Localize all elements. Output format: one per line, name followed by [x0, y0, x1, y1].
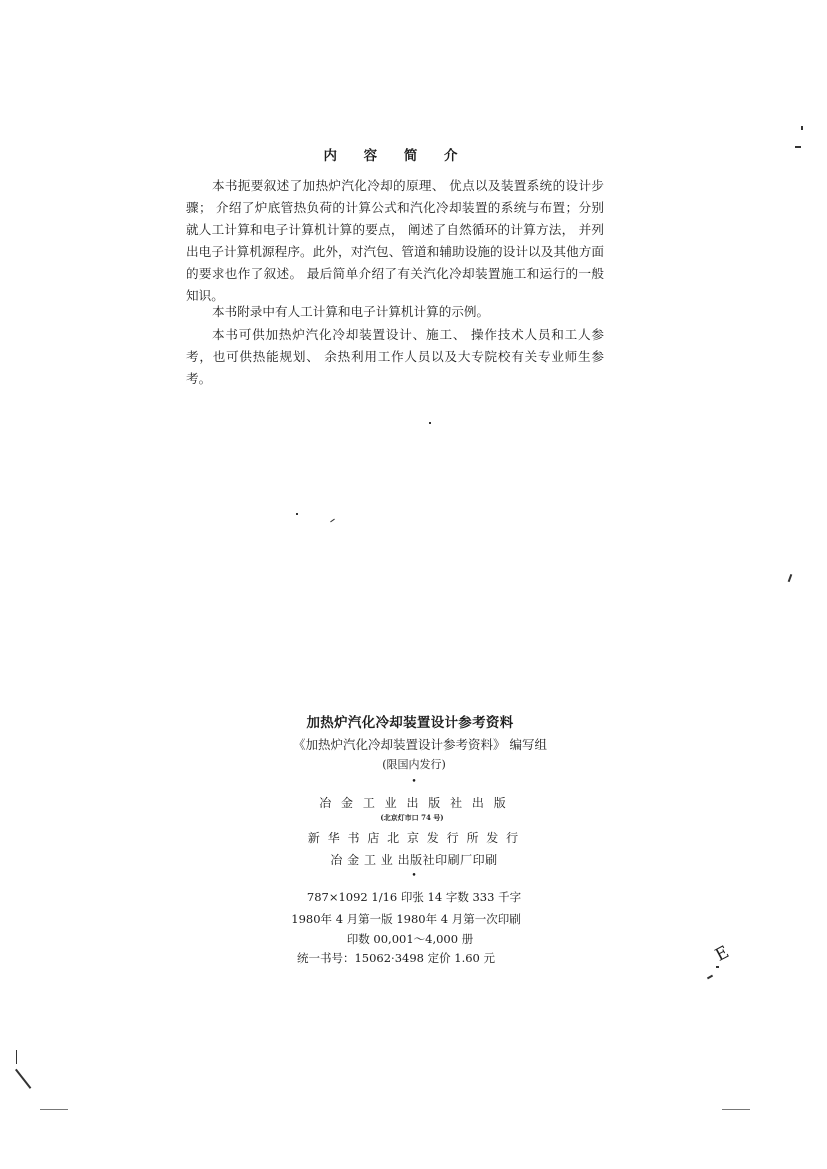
colophon-isbn-price: 统一书号：15062·3498 定价 1.60 元: [296, 951, 496, 965]
edge-line: [40, 1109, 68, 1110]
speck: [707, 975, 713, 980]
speck: [330, 519, 335, 523]
colophon-distributor: 新 华 书 店 北 京 发 行 所 发 行: [307, 831, 521, 845]
colophon-printer: 冶 金 工 业 出版社印刷厂印刷: [330, 853, 498, 867]
speck: [16, 1050, 17, 1064]
edge-line: [722, 1109, 750, 1110]
speck: [15, 1069, 31, 1089]
speck: [296, 513, 298, 515]
colophon-editor: 《加热炉汽化冷却装置设计参考资料》 编写组: [293, 737, 547, 752]
summary-paragraph-3: 本书可供加热炉汽化冷却装置设计、施工、 操作技术人员和工人参考，也可供热能规划、 余热利用工作人员以及大专院校有关专业师生参考。: [186, 327, 604, 387]
colophon-distribution: (限国内发行): [382, 758, 446, 771]
colophon-print-run: 印数 00,001～4,000 册: [346, 932, 474, 946]
colophon-publisher: 冶 金 工 业 出 版 社 出 版: [319, 796, 509, 810]
scan-letter-mark: E: [712, 942, 733, 966]
summary-paragraph-1: 本书扼要叙述了加热炉汽化冷却的原理、 优点以及装置系统的设计步骤； 介绍了炉底管热负荷的计算公式和汽化冷却装置的系统与布置；分别就人工计算和电子计算机计算的要点， 阐述了自然循环的计算方法， 并列出电子计算机源程序。此外，对汽包、管道和辅助设施的设计以及其他方面的要求也作了叙述。 最后简单介绍了有关汽化冷却装置施工和运行的一般知识。: [186, 178, 604, 304]
colophon-publisher-address: (北京灯市口 74 号): [380, 813, 444, 822]
colophon-edition: 1980年 4 月第一版 1980年 4 月第一次印刷: [291, 912, 521, 926]
speck: [788, 574, 792, 582]
speck: [716, 966, 719, 968]
colophon-separator-2: •: [411, 871, 417, 881]
summary-paragraph-2: 本书附录中有人工计算和电子计算机计算的示例。: [212, 304, 490, 319]
colophon-separator: •: [411, 777, 417, 787]
colophon-book-title: 加热炉汽化冷却装置设计参考资料: [306, 715, 514, 731]
speck: [801, 126, 803, 130]
colophon-format: 787×1092 1/16 印张 14 字数 333 千字: [306, 890, 522, 904]
summary-title: 内 容 简 介: [323, 148, 469, 164]
speck: [429, 422, 431, 424]
speck: [795, 146, 801, 148]
